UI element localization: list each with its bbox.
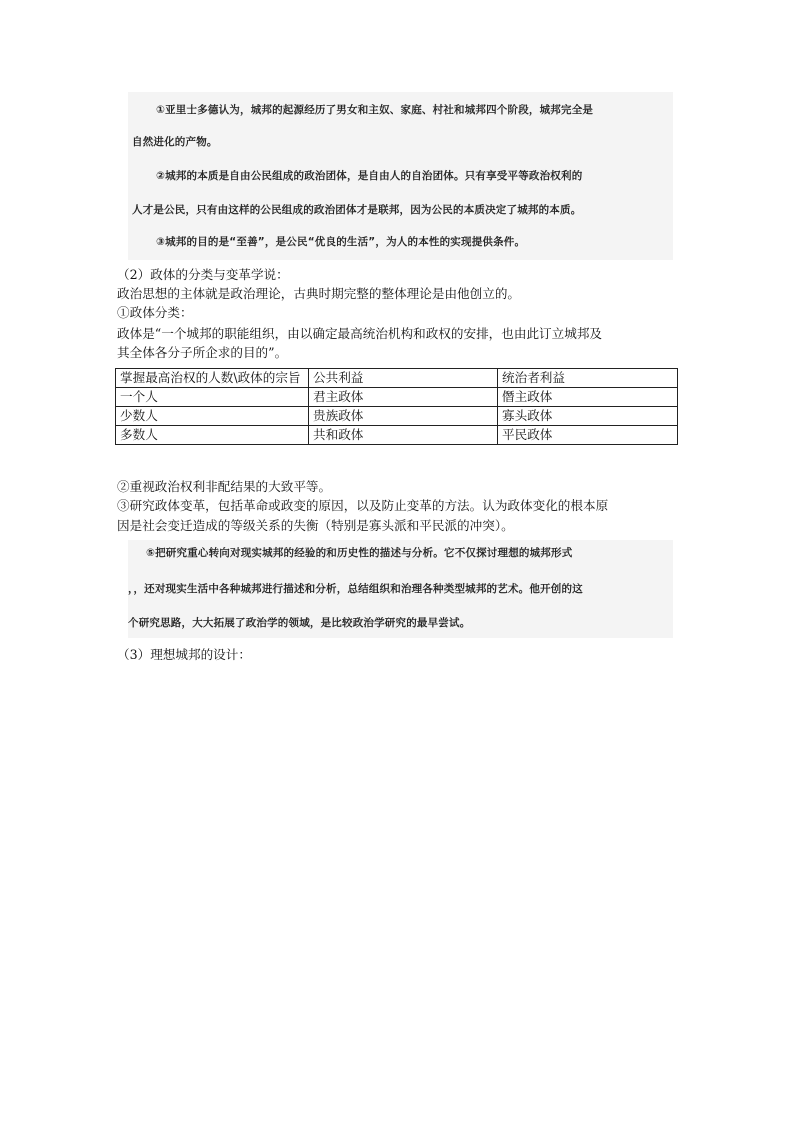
item1-title: ①政体分类： (117, 305, 193, 320)
scan-p2-line1: ②城邦的本质是自由公民组成的政治团体，是自由人的自治团体。只有享受平等政治权利的 (156, 170, 583, 182)
cell-count: 一个人 (116, 388, 309, 407)
scan-bottom-line3: 个研究思路，大大拓展了政治学的领域，是比较政治学研究的最早尝试。 (128, 617, 471, 629)
table-header-row (116, 369, 678, 388)
scan-p3-line1: ③城邦的目的是“至善”，是公民“优良的生活”，为人的本性的实现提供条件。 (156, 236, 526, 248)
cell-count: 少数人 (116, 407, 309, 426)
header-cell-public: 公共利益 (309, 369, 498, 388)
scan-p1-line2: 自然进化的产物。 (132, 136, 218, 148)
cell-public: 贵族政体 (309, 407, 498, 426)
cell-ruler: 寡头政体 (498, 407, 678, 426)
section2-heading: （2）政体的分类与变革学说： (117, 267, 289, 282)
header-cell-count: 掌握最高治权的人数\政体的宗旨 (116, 369, 309, 388)
scan-p1-line1: ①亚里士多德认为，城邦的起源经历了男女和主奴、家庭、村社和城邦四个阶段，城邦完全是 (156, 104, 594, 116)
section2-intro: 政治思想的主体就是政治理论，古典时期完整的整体理论是由他创立的。 (117, 286, 520, 301)
cell-public: 君主政体 (309, 388, 498, 407)
cell-public: 共和政体 (309, 426, 498, 445)
polity-classification-table (115, 368, 678, 445)
scanned-excerpt-top (128, 92, 673, 260)
table-row (116, 426, 678, 445)
table-row (116, 407, 678, 426)
cell-count: 多数人 (116, 426, 309, 445)
section3-heading: （3）理想城邦的设计： (117, 647, 251, 662)
scan-p2-line2: 人才是公民，只有由这样的公民组成的政治团体才是联邦，因为公民的本质决定了城邦的本质。 (132, 204, 582, 216)
scanned-excerpt-bottom (128, 540, 673, 638)
scan-bottom-line2: ，，还对现实生活中各种城邦进行描述和分析，总结组织和治理各种类型城邦的艺术。他开创的这 (128, 583, 583, 595)
definition-line1: 政体是“一个城邦的职能组织，由以确定最高统治机构和政权的安排，也由此订立城邦及 (117, 326, 603, 341)
definition-line2: 其全体各分子所企求的目的”。 (117, 345, 288, 360)
cell-ruler: 平民政体 (498, 426, 678, 445)
item3-line2: 因是社会变迁造成的等级关系的失衡（特别是寡头派和平民派的冲突）。 (117, 518, 514, 533)
item3-line1: ③研究政体变革，包括革命或政变的原因，以及防止变革的方法。认为政体变化的根本原 (117, 498, 609, 513)
header-cell-ruler: 统治者利益 (498, 369, 678, 388)
cell-ruler: 僭主政体 (498, 388, 678, 407)
item2: ②重视政治权利非配结果的大致平等。 (117, 479, 332, 494)
scan-bottom-line1: ⑤把研究重心转向对现实城邦的经验的和历史性的描述与分析。它不仅探讨理想的城邦形式 (146, 547, 573, 559)
table-row (116, 388, 678, 407)
